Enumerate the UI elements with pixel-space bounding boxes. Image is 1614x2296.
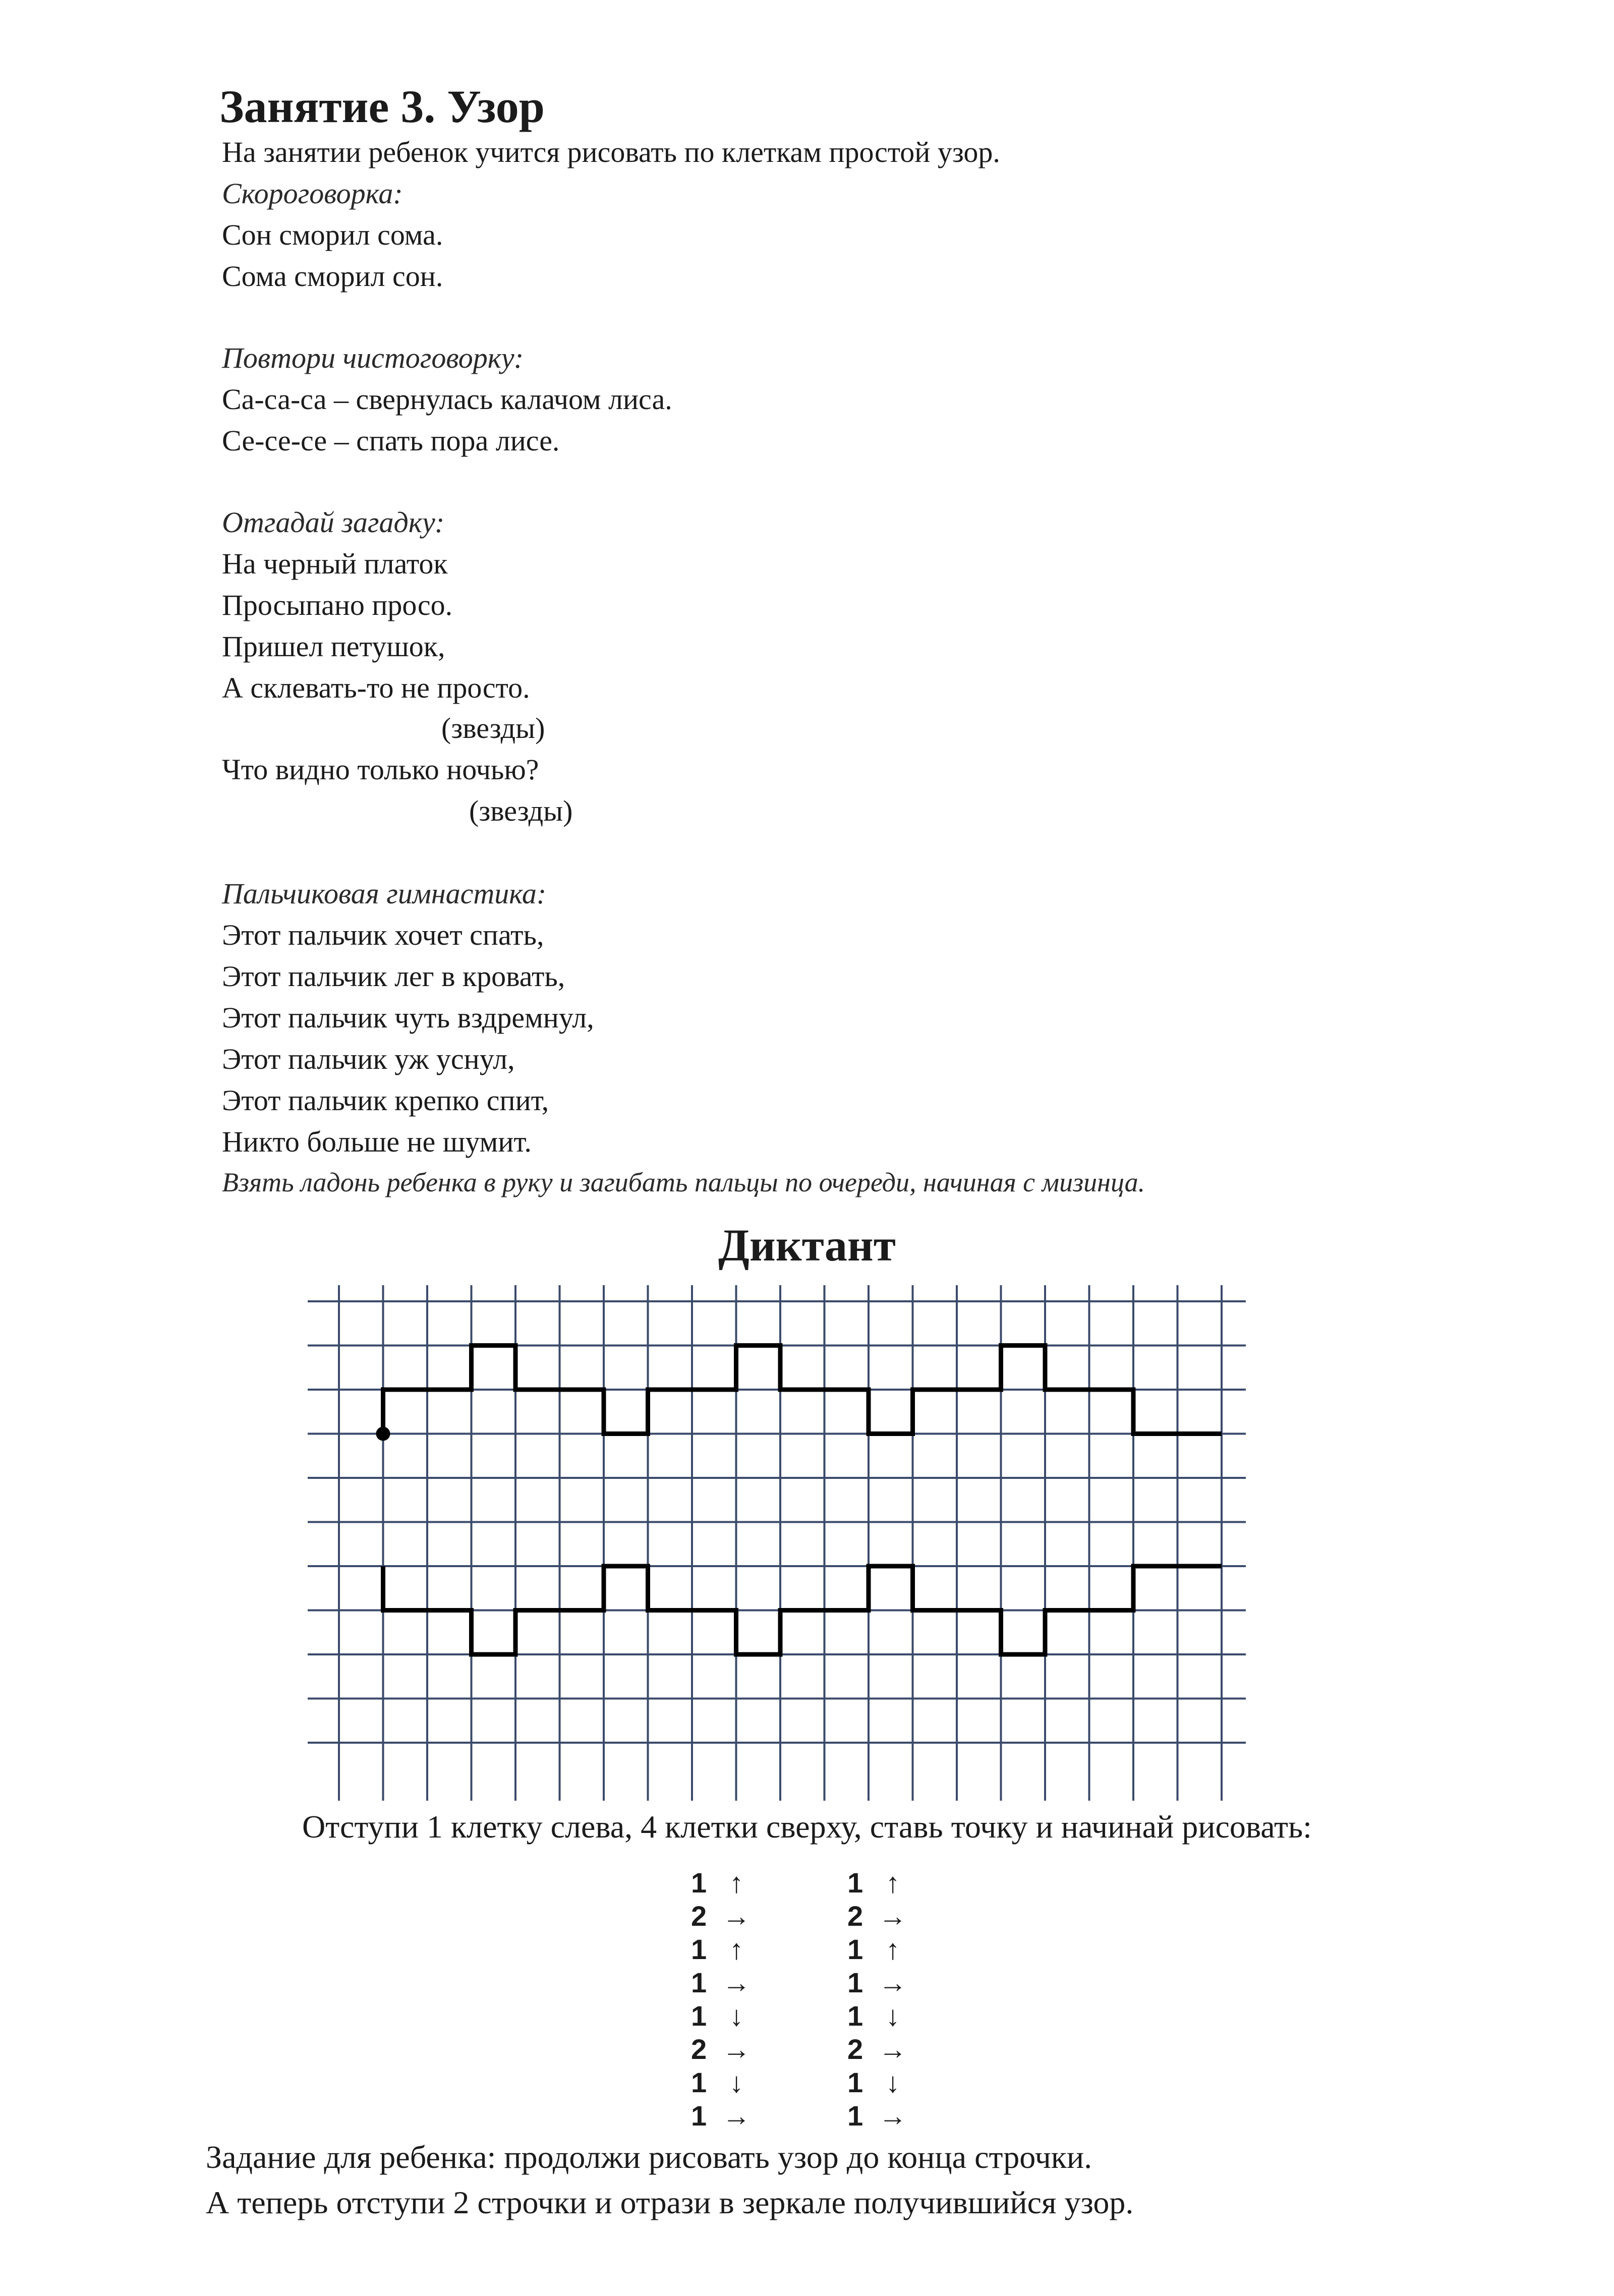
arrow-right-icon: → (722, 1967, 751, 1998)
step-count: 1 (691, 1867, 707, 1899)
dictation-step (847, 1966, 928, 1999)
arrow-down-icon: ↓ (886, 2000, 900, 2032)
step-count: 2 (847, 2033, 863, 2065)
dictation-step (691, 1999, 772, 2032)
step-count: 1 (691, 2100, 707, 2132)
dictation-step (691, 1866, 772, 1899)
arrow-down-icon: ↓ (729, 2067, 743, 2098)
arrow-right-icon: → (879, 2033, 907, 2065)
pattern-lower (383, 1566, 1222, 1654)
dictation-step (691, 2033, 772, 2065)
tongue-twister-line: Сон сморил сома. (222, 218, 443, 251)
dictation-step (847, 1900, 928, 1932)
dictation-step (691, 1933, 772, 1966)
dictation-heading: Диктант (718, 1221, 896, 1271)
intro-text: На занятии ребенок учится рисовать по клеткам простой узор. (222, 136, 1000, 168)
arrow-up-icon: ↑ (729, 1933, 743, 1965)
page-title: Занятие 3. Узор (219, 81, 545, 132)
step-count: 2 (691, 1900, 707, 1932)
riddle-line: Пришел петушок, (222, 630, 445, 663)
dictation-step (691, 1900, 772, 1932)
finger-gym-instruction: Взять ладонь ребенка в руку и загибать пальцы по очереди, начиная с мизинца. (222, 1167, 1145, 1197)
step-count: 1 (691, 2067, 707, 2098)
arrow-up-icon: ↑ (886, 1933, 900, 1965)
task-line: Задание для ребенка: продолжи рисовать узор до конца строчки. (206, 2139, 1092, 2175)
step-count: 2 (847, 1900, 863, 1932)
riddle-question: Что видно только ночью? (222, 753, 539, 786)
finger-gym-line: Этот пальчик хочет спать, (222, 919, 544, 951)
arrow-right-icon: → (879, 1967, 907, 1998)
dictation-step (691, 1966, 772, 1999)
pattern-upper (383, 1346, 1222, 1434)
finger-gym-line: Этот пальчик лег в кровать, (222, 960, 565, 993)
dictation-step (847, 2066, 928, 2099)
finger-gym-line: Никто больше не шумит. (222, 1125, 532, 1158)
step-count: 1 (691, 1967, 707, 1998)
arrow-right-icon: → (879, 2100, 907, 2132)
riddle-line: На черный платок (222, 547, 448, 580)
step-count: 2 (691, 2033, 707, 2065)
dictation-step (691, 2066, 772, 2099)
dictation-step (847, 1933, 928, 1966)
arrow-up-icon: ↑ (729, 1867, 743, 1899)
dictation-step (847, 1866, 928, 1899)
step-count: 1 (691, 2000, 707, 2032)
finger-gym-label: Пальчиковая гимнастика: (222, 877, 547, 910)
dictation-step (847, 2099, 928, 2132)
riddle-answer: (звезды) (469, 794, 573, 827)
dictation-step (691, 2099, 772, 2132)
arrow-up-icon: ↑ (886, 1867, 900, 1899)
arrow-right-icon: → (722, 2100, 751, 2132)
finger-gym-line: Этот пальчик уж уснул, (222, 1043, 515, 1075)
step-count: 1 (847, 1867, 863, 1899)
finger-gym-line: Этот пальчик чуть вздремнул, (222, 1001, 594, 1034)
dictation-instruction: Отступи 1 клетку слева, 4 клетки сверху, ставь точку и начинай рисовать: (302, 1809, 1312, 1845)
step-count: 1 (847, 1967, 863, 1998)
pure-talk-line: Са-са-са – свернулась калачом лиса. (222, 383, 672, 416)
arrow-right-icon: → (722, 2033, 751, 2065)
arrow-down-icon: ↓ (886, 2067, 900, 2098)
arrow-right-icon: → (722, 1900, 751, 1932)
riddle-line: Просыпано просо. (222, 589, 453, 621)
dictation-step (847, 2033, 928, 2065)
arrow-right-icon: → (879, 1900, 907, 1932)
start-dot (376, 1427, 390, 1441)
pure-talk-line: Се-се-се – спать пора лисе. (222, 424, 560, 457)
pure-talk-label: Повтори чистоговорку: (222, 341, 524, 374)
tongue-twister-label: Скороговорка: (222, 177, 403, 210)
finger-gym-line: Этот пальчик крепко спит, (222, 1084, 549, 1117)
step-count: 1 (847, 2067, 863, 2098)
dictation-step (847, 1999, 928, 2032)
step-count: 1 (847, 1933, 863, 1965)
step-count: 1 (691, 1933, 707, 1965)
tongue-twister-line: Сома сморил сон. (222, 260, 443, 293)
riddle-line: А склевать-то не просто. (222, 671, 530, 704)
riddle-answer: (звезды) (441, 712, 545, 744)
arrow-down-icon: ↓ (729, 2000, 743, 2032)
step-count: 1 (847, 2000, 863, 2032)
riddle-label: Отгадай загадку: (222, 506, 445, 539)
step-count: 1 (847, 2100, 863, 2132)
task-line: А теперь отступи 2 строчки и отрази в зеркале получившийся узор. (206, 2185, 1134, 2220)
